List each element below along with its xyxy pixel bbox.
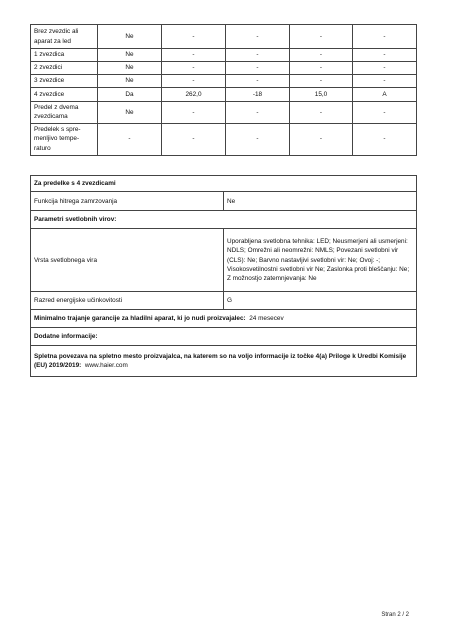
compartment-row bbox=[31, 49, 417, 62]
additional-info-row bbox=[31, 346, 417, 377]
compartment-cell: - bbox=[353, 123, 417, 155]
compartment-cell: - bbox=[226, 25, 290, 49]
compartment-label: 1 zvezdica bbox=[31, 49, 98, 62]
compartment-cell: 262,0 bbox=[162, 88, 226, 102]
guarantee-label: Minimalno trajanje garancije za hladilni aparat, ki jo nudi proizvajalec: bbox=[34, 315, 246, 323]
compartment-row bbox=[31, 123, 417, 155]
compartment-cell: - bbox=[162, 123, 226, 155]
fast-freeze-label: Funkcija hitrega zamrzovanja bbox=[31, 192, 224, 211]
manufacturer-link[interactable]: www.haier.com bbox=[84, 362, 128, 370]
compartment-cell: Ne bbox=[98, 25, 162, 49]
compartment-cell: - bbox=[290, 25, 353, 49]
energy-class-label: Razred energijske učinkovitosti bbox=[31, 292, 224, 310]
compartment-label: Predelek s spre-menljivo tempe-raturo bbox=[31, 123, 98, 155]
compartment-row bbox=[31, 88, 417, 102]
compartment-cell: - bbox=[353, 62, 417, 75]
compartment-cell: - bbox=[353, 75, 417, 88]
compartment-table bbox=[30, 24, 417, 156]
additional-info-header: Dodatne informacije: bbox=[31, 328, 417, 346]
additional-info-text: Spletna povezava na spletno mesto proizvajalca, na katerem so na voljo informacije iz točke 4(a) Priloge k Uredbi Komisije (EU) 2019/2019: bbox=[34, 352, 407, 370]
compartment-cell: - bbox=[290, 102, 353, 124]
parameters-table bbox=[30, 175, 417, 377]
compartment-row bbox=[31, 25, 417, 49]
compartment-cell: - bbox=[162, 49, 226, 62]
page-number: Stran 2 / 2 bbox=[381, 612, 409, 618]
compartment-cell: Ne bbox=[98, 75, 162, 88]
fast-freeze-value: Ne bbox=[224, 192, 417, 211]
compartment-label: 2 zvezdici bbox=[31, 62, 98, 75]
compartment-cell: - bbox=[290, 75, 353, 88]
compartment-cell: 15,0 bbox=[290, 88, 353, 102]
compartment-cell: - bbox=[353, 49, 417, 62]
compartment-label: 4 zvezdice bbox=[31, 88, 98, 102]
compartment-row bbox=[31, 62, 417, 75]
energy-class-value: G bbox=[224, 292, 417, 310]
light-type-value: Uporabljena svetlobna tehnika: LED; Neusmerjeni ali usmerjeni: NDLS; Omrežni ali neomrežni: NMLS; Povezani svetlobni vir (CLS): Ne; Barvno nastavljivi svetlobni vir: Ne; Ovoj: -; Visokosvetilnostni svetlobni vir Ne; Zaslonka proti bleščanju: Ne; Z možnostjo zatemnjevanja: Ne bbox=[224, 229, 417, 292]
compartment-cell: - bbox=[162, 25, 226, 49]
compartment-cell: - bbox=[226, 75, 290, 88]
compartment-cell: Ne bbox=[98, 49, 162, 62]
compartment-cell: - bbox=[226, 49, 290, 62]
compartment-cell: Ne bbox=[98, 62, 162, 75]
compartment-cell: - bbox=[290, 123, 353, 155]
compartment-cell: - bbox=[162, 75, 226, 88]
guarantee-value: 24 mesecev bbox=[249, 315, 284, 323]
compartment-row bbox=[31, 102, 417, 124]
guarantee-row bbox=[31, 310, 417, 328]
compartment-cell: - bbox=[353, 25, 417, 49]
compartment-cell: - bbox=[353, 102, 417, 124]
compartment-cell: Ne bbox=[98, 102, 162, 124]
light-sources-header: Parametri svetlobnih virov: bbox=[31, 211, 417, 229]
compartment-label: Brez zvezdic ali aparat za led bbox=[31, 25, 98, 49]
compartment-cell: - bbox=[98, 123, 162, 155]
compartment-label: Predel z dvema zvezdicama bbox=[31, 102, 98, 124]
compartment-cell: - bbox=[290, 62, 353, 75]
compartment-cell: - bbox=[290, 49, 353, 62]
compartment-cell: - bbox=[162, 62, 226, 75]
compartment-row bbox=[31, 75, 417, 88]
compartment-cell: - bbox=[162, 102, 226, 124]
four-star-header: Za predelke s 4 zvezdicami bbox=[31, 176, 417, 192]
light-type-label: Vrsta svetlobnega vira bbox=[31, 229, 224, 292]
compartment-label: 3 zvezdice bbox=[31, 75, 98, 88]
compartment-cell: - bbox=[226, 102, 290, 124]
compartment-cell: Da bbox=[98, 88, 162, 102]
compartment-cell: - bbox=[226, 62, 290, 75]
compartment-cell: -18 bbox=[226, 88, 290, 102]
compartment-cell: A bbox=[353, 88, 417, 102]
compartment-cell: - bbox=[226, 123, 290, 155]
